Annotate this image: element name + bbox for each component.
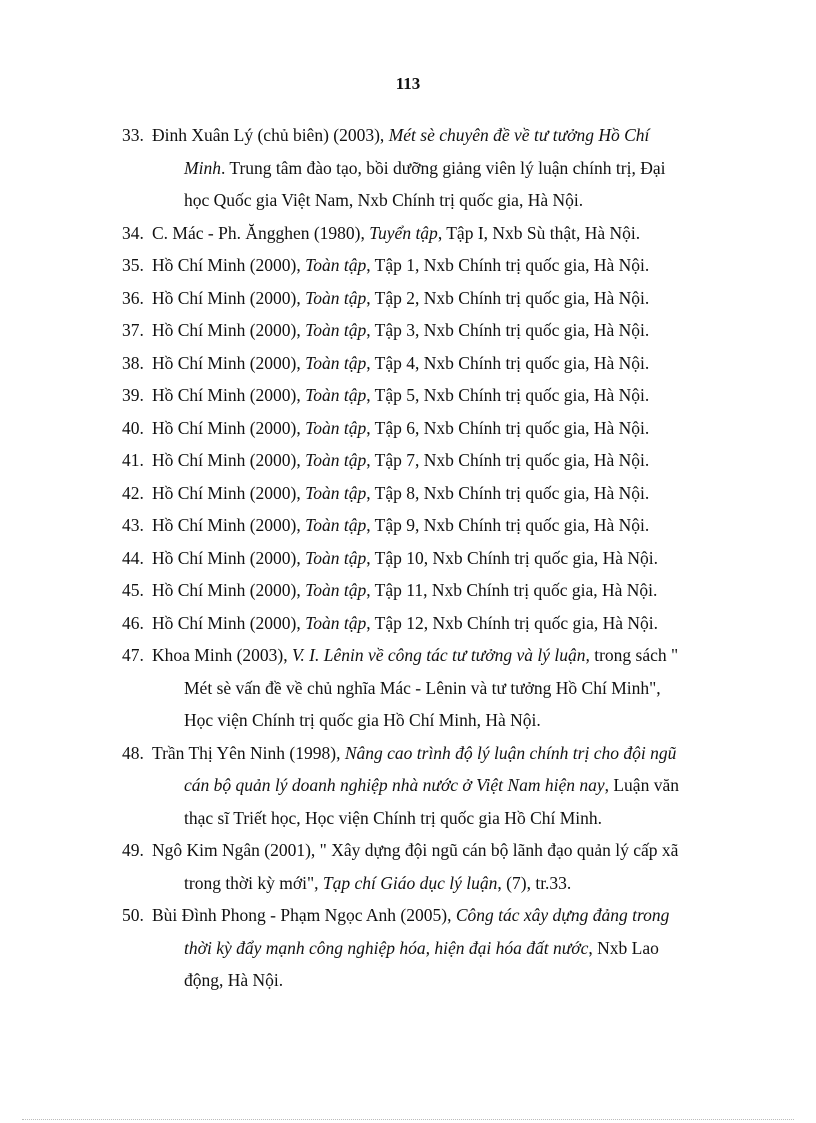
- reference-number: 42.: [122, 482, 144, 503]
- reference-text: , Tập 11, Nxb Chính trị quốc gia, Hà Nội.: [366, 580, 658, 600]
- reference-list: [122, 119, 738, 997]
- reference-number: 45.: [122, 580, 144, 600]
- reference-number: 38.: [122, 352, 144, 373]
- reference-line: [152, 580, 657, 600]
- reference-number: 49.: [122, 840, 144, 860]
- reference-line: [122, 802, 738, 835]
- reference-line: [152, 255, 649, 275]
- reference-line: [152, 418, 649, 438]
- reference-item: [122, 249, 738, 282]
- reference-line: [152, 743, 676, 763]
- reference-item: [122, 282, 738, 315]
- reference-line: [122, 152, 738, 185]
- reference-text: Hồ Chí Minh (2000),: [152, 482, 306, 503]
- reference-title-text: Toàn tập: [305, 320, 367, 340]
- reference-title-text: cán bộ quản lý doanh nghiệp nhà nước ở Việt Nam hiện nay: [184, 775, 605, 795]
- reference-line: [152, 385, 649, 405]
- reference-title-text: Toàn tập: [305, 385, 367, 405]
- reference-number: 34.: [122, 222, 144, 243]
- reference-text: Đinh Xuân Lý (chủ biên) (2003),: [152, 125, 389, 145]
- reference-line: [122, 769, 738, 802]
- reference-number: 35.: [122, 255, 144, 275]
- reference-item: [122, 639, 738, 737]
- reference-text: Hồ Chí Minh (2000),: [152, 612, 306, 633]
- reference-text: , Tập 8, Nxb Chính trị quốc gia, Hà Nội.: [366, 482, 650, 503]
- reference-title-text: Tuyển tập: [369, 222, 438, 243]
- reference-line: [152, 125, 649, 145]
- reference-title-text: Tạp chí Giáo dục lý luận: [322, 872, 498, 893]
- reference-line: [152, 353, 649, 373]
- reference-text: Hồ Chí Minh (2000),: [152, 417, 306, 438]
- reference-number: 41.: [122, 450, 144, 470]
- reference-line: [122, 867, 738, 900]
- reference-item: [122, 607, 738, 640]
- reference-line: [152, 548, 658, 568]
- reference-text: Hồ Chí Minh (2000),: [152, 515, 306, 535]
- reference-text: Học viện Chính trị quốc gia Hồ Chí Minh, Hà Nội.: [184, 710, 541, 730]
- reference-number: 50.: [122, 905, 144, 925]
- reference-line: [122, 704, 738, 737]
- reference-text: Hồ Chí Minh (2000),: [152, 320, 306, 340]
- reference-title-text: Toàn tập: [305, 515, 367, 535]
- reference-line: [122, 964, 738, 997]
- reference-title-text: thời kỳ đẩy mạnh công nghiệp hóa, hiện đại hóa đất nước: [184, 937, 589, 958]
- reference-number: 37.: [122, 320, 144, 340]
- reference-title-text: Toàn tập: [305, 547, 367, 568]
- reference-item: [122, 314, 738, 347]
- reference-text: , Tập 1, Nxb Chính trị quốc gia, Hà Nội.: [366, 255, 650, 275]
- reference-title-text: Toàn tập: [305, 287, 367, 308]
- reference-text: học Quốc gia Việt Nam, Nxb Chính trị quốc gia, Hà Nội.: [184, 190, 584, 210]
- reference-text: , Tập 2, Nxb Chính trị quốc gia, Hà Nội.: [366, 287, 650, 308]
- reference-line: [152, 515, 649, 535]
- reference-item: [122, 834, 738, 899]
- reference-text: C. Mác - Ph. Ăngghen (1980),: [152, 222, 370, 243]
- reference-text: , Tập 5, Nxb Chính trị quốc gia, Hà Nội.: [366, 385, 650, 405]
- reference-text: . Trung tâm đào tạo, bồi dưỡng giảng viên lý luận chính trị, Đại: [220, 157, 666, 178]
- reference-text: , Tập 4, Nxb Chính trị quốc gia, Hà Nội.: [366, 352, 650, 373]
- page-bottom-divider: [22, 1119, 794, 1120]
- reference-text: trong thời kỳ mới",: [184, 872, 323, 893]
- reference-number: 44.: [122, 547, 144, 568]
- reference-text: Bùi Đình Phong - Phạm Ngọc Anh (2005),: [152, 905, 456, 925]
- reference-text: , Tập I, Nxb Sù thật, Hà Nội.: [437, 222, 641, 243]
- reference-text: Hồ Chí Minh (2000),: [152, 580, 306, 600]
- reference-line: [152, 645, 678, 665]
- reference-number: 43.: [122, 515, 144, 535]
- reference-text: , Tập 6, Nxb Chính trị quốc gia, Hà Nội.: [366, 417, 650, 438]
- reference-text: Trần Thị Yên Ninh (1998),: [152, 742, 345, 763]
- reference-text: Hồ Chí Minh (2000),: [152, 287, 306, 308]
- reference-text: động, Hà Nội.: [184, 970, 284, 990]
- reference-line: [152, 223, 640, 243]
- reference-line: [152, 483, 649, 503]
- reference-number: 46.: [122, 612, 144, 633]
- reference-text: Hồ Chí Minh (2000),: [152, 255, 306, 275]
- reference-title-text: Minh: [184, 157, 221, 178]
- reference-text: , Tập 9, Nxb Chính trị quốc gia, Hà Nội.: [366, 515, 650, 535]
- reference-text: Hồ Chí Minh (2000),: [152, 450, 306, 470]
- reference-item: [122, 217, 738, 250]
- reference-text: Hồ Chí Minh (2000),: [152, 547, 306, 568]
- reference-title-text: Toàn tập: [305, 417, 367, 438]
- reference-item: [122, 412, 738, 445]
- reference-text: Hồ Chí Minh (2000),: [152, 385, 306, 405]
- reference-item: [122, 444, 738, 477]
- reference-title-text: Công tác xây dựng đảng trong: [455, 905, 670, 925]
- reference-text: , Luận văn: [604, 775, 679, 795]
- reference-item: [122, 509, 738, 542]
- reference-line: [152, 450, 649, 470]
- reference-text: , Tập 7, Nxb Chính trị quốc gia, Hà Nội.: [366, 450, 650, 470]
- reference-title-text: Toàn tập: [305, 612, 367, 633]
- reference-title-text: Toàn tập: [305, 450, 367, 470]
- reference-line: [152, 288, 649, 308]
- reference-item: [122, 899, 738, 997]
- reference-text: thạc sĩ Triết học, Học viện Chính trị quốc gia Hồ Chí Minh.: [184, 807, 603, 828]
- reference-text: Mét sè vấn đề về chủ nghĩa Mác - Lênin và tư tưởng Hồ Chí Minh",: [184, 677, 661, 698]
- reference-line: [122, 932, 738, 965]
- reference-title-text: V. I. Lênin về công tác tư tưởng và lý luận,: [291, 645, 590, 665]
- reference-text: , Nxb Lao: [588, 937, 659, 958]
- reference-line: [152, 840, 678, 860]
- reference-line: [152, 613, 658, 633]
- reference-item: [122, 542, 738, 575]
- reference-item: [122, 574, 738, 607]
- reference-line: [152, 320, 649, 340]
- page-number: 113: [395, 74, 421, 93]
- reference-item: [122, 477, 738, 510]
- reference-item: [122, 347, 738, 380]
- reference-number: 48.: [122, 742, 144, 763]
- reference-title-text: Mét sè chuyên đề về tư tưởng Hồ Chí: [388, 125, 650, 145]
- reference-item: [122, 119, 738, 217]
- reference-number: 36.: [122, 287, 144, 308]
- reference-line: [152, 905, 669, 925]
- reference-number: 47.: [122, 645, 144, 665]
- reference-number: 39.: [122, 385, 144, 405]
- reference-text: trong sách ": [589, 645, 679, 665]
- reference-item: [122, 379, 738, 412]
- reference-title-text: Toàn tập: [305, 255, 367, 275]
- reference-number: 40.: [122, 417, 144, 438]
- reference-title-text: Nâng cao trình độ lý luận chính trị cho đội ngũ: [344, 742, 677, 763]
- reference-text: , Tập 3, Nxb Chính trị quốc gia, Hà Nội.: [366, 320, 650, 340]
- reference-text: Hồ Chí Minh (2000),: [152, 352, 306, 373]
- reference-text: , Tập 12, Nxb Chính trị quốc gia, Hà Nội.: [366, 612, 659, 633]
- reference-line: [122, 672, 738, 705]
- reference-line: [122, 184, 738, 217]
- reference-title-text: Toàn tập: [305, 352, 367, 373]
- reference-text: Ngô Kim Ngân (2001), " Xây dựng đội ngũ cán bộ lãnh đạo quản lý cấp xã: [152, 840, 679, 860]
- reference-text: , Tập 10, Nxb Chính trị quốc gia, Hà Nội.: [366, 547, 659, 568]
- reference-text: , (7), tr.33.: [497, 872, 572, 893]
- reference-text: Khoa Minh (2003),: [152, 645, 292, 665]
- reference-title-text: Toàn tập: [305, 482, 367, 503]
- reference-title-text: Toàn tập: [305, 580, 367, 600]
- reference-number: 33.: [122, 125, 144, 145]
- reference-item: [122, 737, 738, 835]
